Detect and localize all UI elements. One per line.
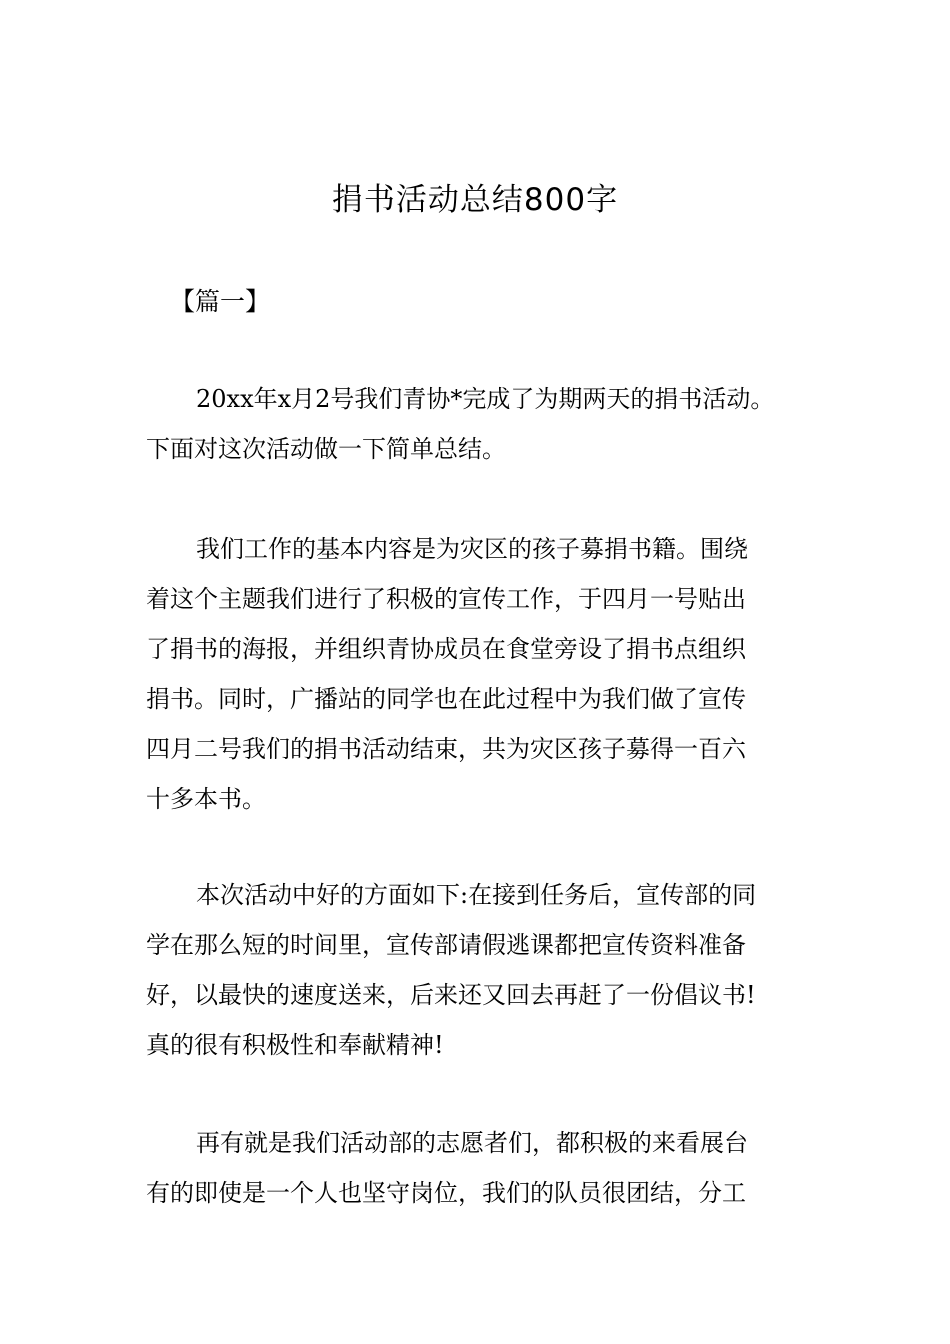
- paragraph-line: 着这个主题我们进行了积极的宣传工作，于四月一号贴出: [146, 585, 746, 613]
- paragraph-line: 捐书。同时，广播站的同学也在此过程中为我们做了宣传: [146, 685, 746, 713]
- paragraph-line: 我们工作的基本内容是为灾区的孩子募捐书籍。围绕: [196, 535, 748, 563]
- paragraph-1: [146, 374, 810, 474]
- document-title: 捐书活动总结800字: [331, 182, 619, 218]
- paragraph-line: 好，以最快的速度送来，后来还又回去再赶了一份倡议书!: [146, 981, 756, 1009]
- paragraph-4: [146, 1118, 810, 1218]
- paragraph-line: 20xx年x月2号我们青协*完成了为期两天的捐书活动。: [196, 385, 775, 413]
- paragraph-line: 学在那么短的时间里，宣传部请假逃课都把宣传资料准备: [146, 931, 746, 959]
- section-label: 【篇一】: [170, 287, 271, 316]
- paragraph-2: [146, 524, 810, 824]
- paragraph-line: 下面对这次活动做一下简单总结。: [146, 435, 506, 463]
- paragraph-line: 再有就是我们活动部的志愿者们，都积极的来看展台: [196, 1129, 748, 1157]
- paragraph-line: 四月二号我们的捐书活动结束，共为灾区孩子募得一百六: [146, 735, 746, 763]
- paragraph-line: 十多本书。: [146, 785, 266, 813]
- paragraph-line: 真的很有积极性和奉献精神!: [146, 1031, 444, 1059]
- paragraph-3: [146, 870, 810, 1070]
- paragraph-line: 本次活动中好的方面如下:在接到任务后，宣传部的同: [196, 881, 757, 909]
- paragraph-line: 了捐书的海报，并组织青协成员在食堂旁设了捐书点组织: [146, 635, 746, 663]
- paragraph-line: 有的即使是一个人也坚守岗位，我们的队员很团结，分工: [146, 1179, 746, 1207]
